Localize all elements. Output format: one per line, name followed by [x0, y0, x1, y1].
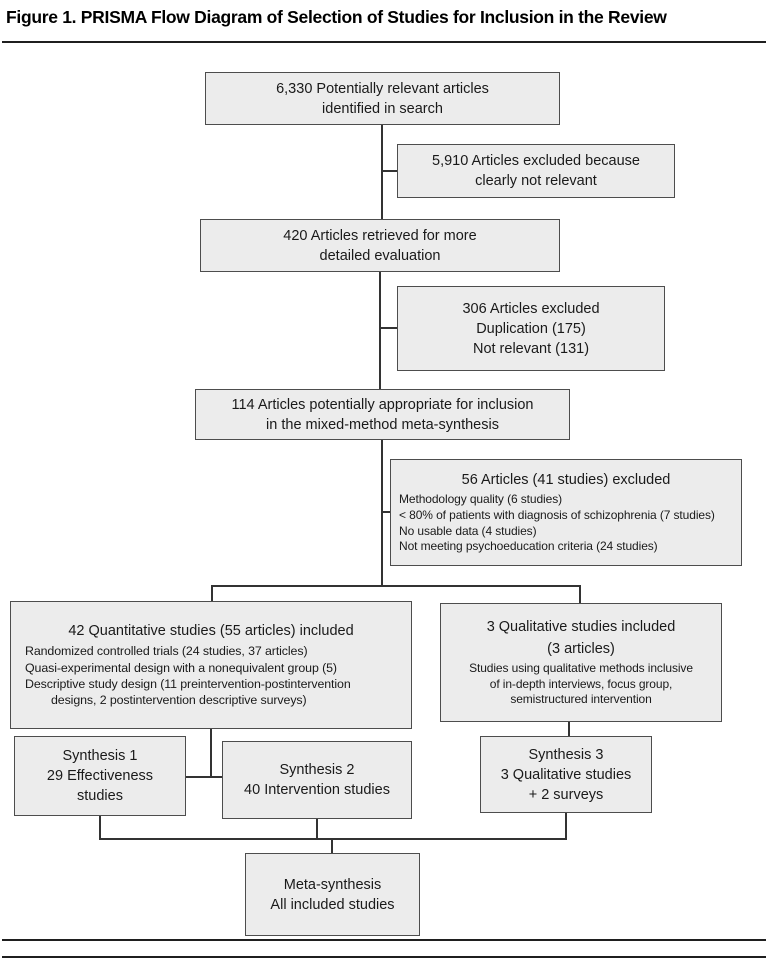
box-detail-line: Quasi-experimental design with a nonequivalent group (5)	[25, 660, 337, 675]
bottom-rule-upper	[2, 939, 766, 941]
box-text-line: 3 Qualitative studies	[500, 766, 632, 783]
box-detail-line: < 80% of patients with diagnosis of schizophrenia (7 studies)	[399, 507, 715, 522]
box-text-line: detailed evaluation	[319, 247, 441, 264]
connector-line	[211, 585, 213, 601]
box-details	[11, 643, 411, 709]
box-synthesis-2	[222, 741, 412, 819]
box-text-line: + 2 surveys	[528, 786, 604, 803]
box-text-line: 306 Articles excluded	[462, 300, 600, 317]
connector-line	[568, 721, 570, 736]
box-text-line: All included studies	[270, 896, 395, 913]
box-identified-articles	[205, 72, 560, 125]
box-text-line: 114 Articles potentially appropriate for inclusion	[231, 396, 534, 413]
connector-line	[579, 585, 581, 603]
box-quantitative-studies	[10, 601, 412, 729]
box-synthesis-1	[14, 736, 186, 816]
title-divider-rule	[2, 41, 766, 43]
connector-line	[381, 439, 383, 587]
box-text-line: 420 Articles retrieved for more	[283, 227, 477, 244]
box-excluded-not-relevant	[397, 144, 675, 198]
box-heading: 56 Articles (41 studies) excluded	[461, 471, 671, 488]
box-text-line: Synthesis 1	[62, 748, 138, 764]
box-text-line: Meta-synthesis	[283, 876, 382, 893]
box-details	[391, 492, 741, 555]
connector-line	[211, 585, 581, 587]
box-detail-line: No usable data (4 studies)	[399, 523, 537, 538]
box-meta-synthesis	[245, 853, 420, 936]
box-detail-line: semistructured intervention	[510, 692, 652, 707]
box-details	[441, 661, 721, 708]
connector-line	[379, 327, 397, 329]
connector-line	[99, 815, 101, 840]
figure-title: Figure 1. PRISMA Flow Diagram of Selection of Studies for Inclusion in the Review	[6, 7, 667, 27]
box-text-line: clearly not relevant	[475, 173, 597, 189]
box-text-line: 5,910 Articles excluded because	[432, 153, 640, 169]
box-excluded-duplication	[397, 286, 665, 371]
box-text-line: 40 Intervention studies	[244, 782, 390, 798]
box-text-line: Synthesis 2	[279, 762, 355, 778]
box-detail-line: of in-depth interviews, focus group,	[489, 676, 673, 691]
box-text-line: 6,330 Potentially relevant articles	[276, 80, 489, 97]
connector-line	[99, 838, 567, 840]
box-detail-line: Not meeting psychoeducation criteria (24 studies)	[399, 539, 658, 554]
box-text-line: studies	[77, 788, 123, 804]
bottom-rule-lower	[2, 956, 766, 958]
connector-line	[381, 511, 390, 513]
box-potentially-appropriate	[195, 389, 570, 440]
connector-line	[186, 776, 222, 778]
connector-line	[565, 812, 567, 840]
connector-line	[331, 838, 333, 853]
box-text-line: Duplication (175)	[476, 320, 586, 337]
box-excluded-criteria	[390, 459, 742, 566]
box-synthesis-3	[480, 736, 652, 813]
box-retrieved-articles	[200, 219, 560, 272]
connector-line	[210, 728, 212, 778]
box-text-line: Synthesis 3	[528, 746, 604, 763]
box-heading: (3 articles)	[547, 640, 615, 657]
connector-line	[379, 271, 381, 389]
box-detail-line: Randomized controlled trials (24 studies, 37 articles)	[25, 644, 308, 659]
box-text-line: 29 Effectiveness	[46, 768, 154, 784]
connector-line	[381, 170, 397, 172]
box-qualitative-studies	[440, 603, 722, 722]
box-heading: 42 Quantitative studies (55 articles) included	[68, 623, 354, 640]
box-detail-line: Studies using qualitative methods inclusive	[469, 660, 693, 675]
box-detail-line: Descriptive study design (11 preintervention-postintervention designs, 2 postintervention descriptive surveys)	[25, 677, 351, 708]
box-text-line: in the mixed-method meta-synthesis	[266, 416, 499, 433]
box-text-line: identified in search	[322, 100, 443, 117]
box-text-line: Not relevant (131)	[472, 340, 590, 357]
box-detail-line: Methodology quality (6 studies)	[399, 491, 562, 506]
box-heading: 3 Qualitative studies included	[486, 618, 676, 635]
connector-line	[316, 818, 318, 840]
